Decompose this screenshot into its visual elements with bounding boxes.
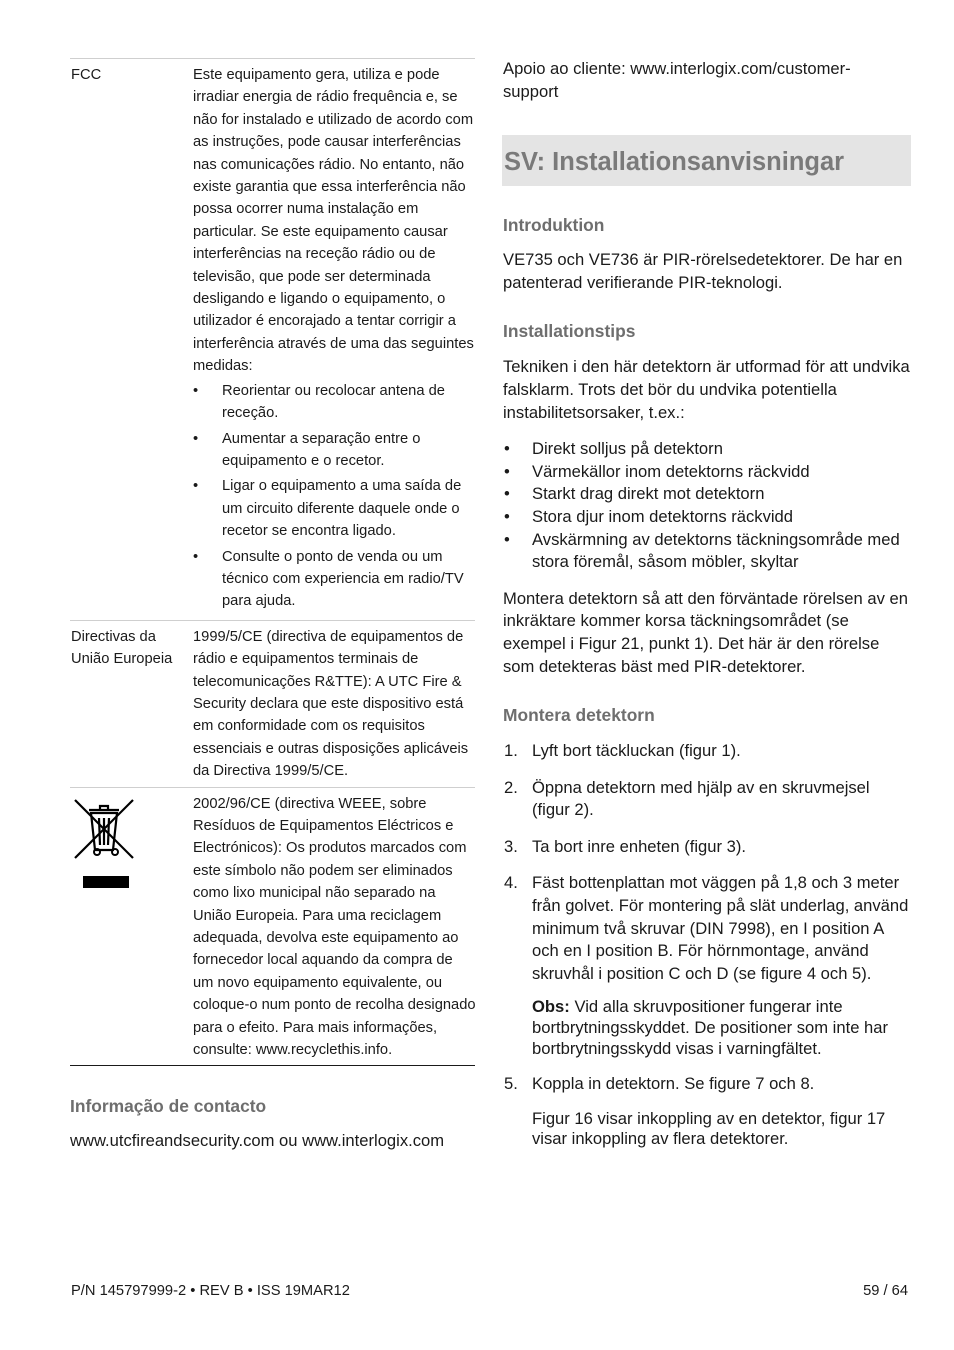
mount-heading: Montera detektorn — [503, 705, 655, 726]
weee-symbol-cell — [70, 788, 193, 1066]
fcc-label: FCC — [71, 67, 102, 83]
support-text: Apoio ao cliente: www.interlogix.com/customer-support — [503, 59, 851, 101]
list-item: • Starkt drag direkt mot detektorn — [504, 484, 765, 504]
right-column — [503, 58, 911, 1150]
step-item: 4. Fäst bottenplattan mot väggen på 1,8 och 3 meter från golvet. För montering på slät underlag, använd minimum två skruvar (DIN 7998), en I position A och en I position B. För hörnmontage, använd skruvhål i position C och D (se figure 4 och 5). Obs: Vid alla skruvpositioner fungerar inte bortbrytningsskyddet. De positioner som inte har bortbrytningsskydd visas i varningfältet. — [503, 872, 911, 1059]
eu-directives-row — [70, 620, 475, 787]
tips-text: Tekniken i den här detektorn är utformad för att undvika falsklarm. Trots det bör du undvika potentiella instabilitetsorsaker, t.ex.: — [503, 357, 910, 422]
step-item: 2. Öppna detektorn med hjälp av en skruvmejsel (figur 2). — [504, 777, 870, 820]
weee-text: 2002/96/CE (directiva WEEE, sobre Resíduos de Equipamentos Eléctricos e Electrónicos): Os produtos marcados com este símbolo não podem ser eliminados como lixo municipal não separado na União Europeia. Para uma reciclagem adequada, devolva este equipamento ao fornecedor local aquando da compra de um novo equipamento equivalente, ou coloque-o num ponto de recolha designado para o efeito. Para mais informações, consulte: www.recyclethis.info. — [193, 795, 476, 1059]
tips-after-text: Montera detektorn så att den förväntade rörelsen av en inkräktare kommer korsa täckningsområdet (se exempel i Figur 21, punkt 1). Det här är den rörelse som detekteras bäst med PIR-detektorer. — [503, 588, 908, 676]
step-item: 3. Ta bort inre enheten (figur 3). — [504, 836, 746, 856]
list-item: • Direkt solljus på detektorn — [504, 439, 723, 459]
part-number: P/N 145797999-2 • REV B • ISS 19MAR12 — [71, 1283, 350, 1299]
section-banner — [502, 135, 911, 186]
note — [532, 997, 911, 1059]
list-item: • Ligar o equipamento a uma saída de um circuito diferente daquele onde o recetor se encontra ligado. — [193, 478, 462, 540]
intro-text: VE735 och VE736 är PIR-rörelsedetektorer. De har en patenterad verifierande PIR-teknologi. — [503, 250, 903, 292]
list-item: • Consulte o ponto de venda ou um técnico com experiencia em radio/TV para ajuda. — [193, 548, 464, 610]
list-item: • Avskärmning av detektorns täckningsområde med stora föremål, såsom möbler, skyltar — [504, 529, 900, 572]
note-text: Vid alla skruvpositioner fungerar inte bortbrytningsskyddet. De positioner som inte har bortbrytningsskydd visas i varningfältet. — [532, 997, 889, 1058]
tips-list — [503, 438, 911, 574]
fcc-measures-list — [193, 380, 476, 613]
fcc-cell — [193, 59, 476, 620]
step-item: 1. Lyft bort täckluckan (figur 1). — [504, 741, 741, 761]
weee-row — [70, 787, 475, 1066]
eu-directives-label: Directivas da União Europeia — [71, 628, 173, 668]
weee-crossed-bin-icon — [73, 798, 135, 888]
step5-extra: Figur 16 visar inkoppling av en detektor, figur 17 visar inkoppling av flera detektorer. — [532, 1108, 886, 1149]
left-column — [70, 58, 475, 1153]
list-item: • Aumentar a separação entre o equipamento e o recetor. — [193, 430, 421, 469]
list-item: • Reorientar ou recolocar antena de receção. — [193, 382, 445, 422]
eu-directives-text: 1999/5/CE (directiva de equipamentos de rádio e equipamentos terminais de telecomunicações R&TTE): A UTC Fire & Security declara que este dispositivo está em conformidade com os requisitos essenciais e outras disposições aplicáveis da Directiva 1999/5/CE. — [193, 628, 469, 780]
tips-heading: Installationstips — [503, 321, 636, 342]
step-item: 5. Koppla in detektorn. Se figure 7 och 8. Figur 16 visar inkoppling av en detektor, figur 17 visar inkoppling av flera detektorer. — [503, 1073, 911, 1150]
fcc-row — [70, 59, 475, 620]
mount-steps — [503, 740, 911, 1150]
fcc-text: Este equipamento gera, utiliza e pode irradiar energia de rádio frequência e, se não for instalado e utilizado de acordo com as instruções, pode causar interferências nas comunicações rádio. No entanto, não existe garantia que essa interferência não possa ocorrer numa instalação em particular. Se este equipamento causar interferências na receção rádio ou de televisão, que pode ser determinada desligando e ligando o equipamento, o utilizador é encorajado a tentar corrigir a interferência através de uma das seguintes medidas: — [193, 67, 474, 375]
weee-black-bar — [83, 876, 129, 888]
section-title: SV: Installationsanvisningar — [504, 148, 845, 177]
intro-heading: Introduktion — [503, 215, 605, 236]
regulatory-table — [70, 58, 475, 1066]
list-item: • Värmekällor inom detektorns räckvidd — [504, 461, 810, 481]
note-label: Obs: — [532, 997, 570, 1017]
list-item: • Stora djur inom detektorns räckvidd — [504, 506, 794, 526]
contact-text: www.utcfireandsecurity.com ou www.interlogix.com — [70, 1131, 445, 1151]
page-number: 59 / 64 — [863, 1283, 908, 1299]
contact-heading: Informação de contacto — [70, 1096, 267, 1117]
